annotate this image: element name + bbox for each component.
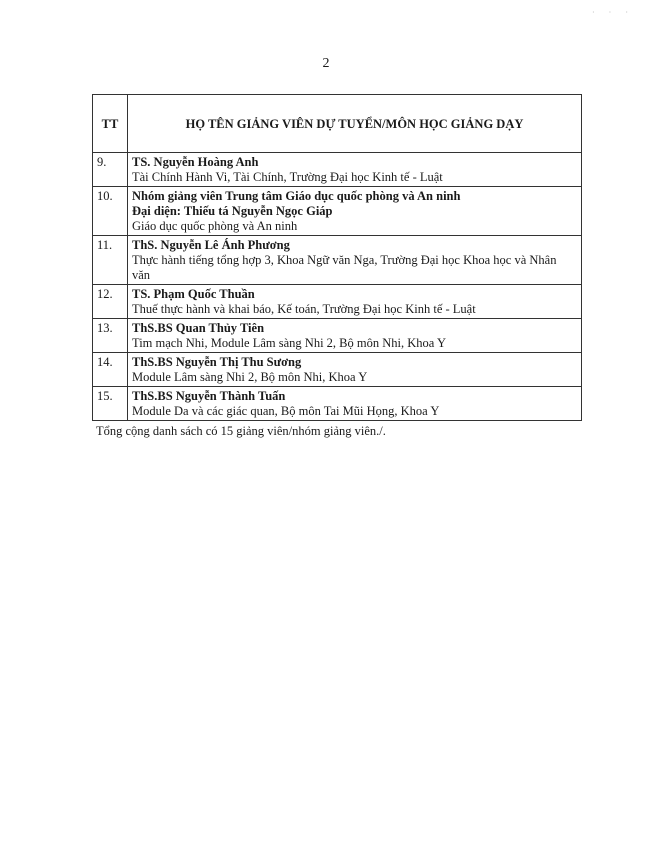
- scan-speck: · · ·: [592, 8, 634, 17]
- table-header-row: [93, 95, 582, 153]
- subject-description: Module Lâm sàng Nhi 2, Bộ môn Nhi, Khoa Y: [132, 370, 368, 384]
- row-number: 9.: [93, 153, 128, 187]
- subject-description: Tài Chính Hành Vi, Tài Chính, Trường Đại học Kinh tế - Luật: [132, 170, 443, 184]
- header-name-subject: HỌ TÊN GIẢNG VIÊN DỰ TUYỂN/MÔN HỌC GIẢNG DẠY: [128, 95, 582, 153]
- summary-text: Tổng cộng danh sách có 15 giảng viên/nhóm giảng viên./.: [96, 424, 386, 438]
- subject-description: Tim mạch Nhi, Module Lâm sàng Nhi 2, Bộ môn Nhi, Khoa Y: [132, 336, 446, 350]
- subject-description: Thực hành tiếng tổng hợp 3, Khoa Ngữ văn Nga, Trường Đại học Khoa học và Nhân văn: [132, 253, 557, 282]
- row-content: [128, 285, 582, 319]
- subject-description: Thuế thực hành và khai báo, Kế toán, Trường Đại học Kinh tế - Luật: [132, 302, 476, 316]
- row-content: [128, 319, 582, 353]
- row-number: 13.: [93, 319, 128, 353]
- table-row: [93, 387, 582, 421]
- lecturer-name: ThS.BS Nguyễn Thành Tuấn: [132, 389, 286, 403]
- row-number: 15.: [93, 387, 128, 421]
- lecturer-name: TS. Nguyễn Hoàng Anh: [132, 155, 259, 169]
- table-row: [93, 353, 582, 387]
- row-content: [128, 187, 582, 236]
- row-number: 10.: [93, 187, 128, 236]
- header-tt: TT: [93, 95, 128, 153]
- row-content: [128, 153, 582, 187]
- row-content: [128, 236, 582, 285]
- lecturer-group-name: Nhóm giảng viên Trung tâm Giáo dục quốc phòng và An ninh: [132, 189, 461, 203]
- lecturer-representative: Đại diện: Thiếu tá Nguyễn Ngọc Giáp: [132, 204, 333, 218]
- table-row: [93, 236, 582, 285]
- row-number: 14.: [93, 353, 128, 387]
- table-row: [93, 187, 582, 236]
- subject-description: Module Da và các giác quan, Bộ môn Tai Mũi Họng, Khoa Y: [132, 404, 440, 418]
- row-number: 11.: [93, 236, 128, 285]
- subject-description: Giáo dục quốc phòng và An ninh: [132, 219, 298, 233]
- lecturer-name: ThS. Nguyễn Lê Ánh Phương: [132, 238, 290, 252]
- lecturer-name: ThS.BS Nguyễn Thị Thu Sương: [132, 355, 302, 369]
- row-content: [128, 353, 582, 387]
- lecturer-name: ThS.BS Quan Thủy Tiên: [132, 321, 265, 335]
- row-content: [128, 387, 582, 421]
- lecturer-table: [92, 94, 582, 421]
- page-number: 2: [322, 56, 330, 71]
- row-number: 12.: [93, 285, 128, 319]
- lecturer-name: TS. Phạm Quốc Thuần: [132, 287, 255, 301]
- table-row: [93, 285, 582, 319]
- table-row: [93, 319, 582, 353]
- table-row: [93, 153, 582, 187]
